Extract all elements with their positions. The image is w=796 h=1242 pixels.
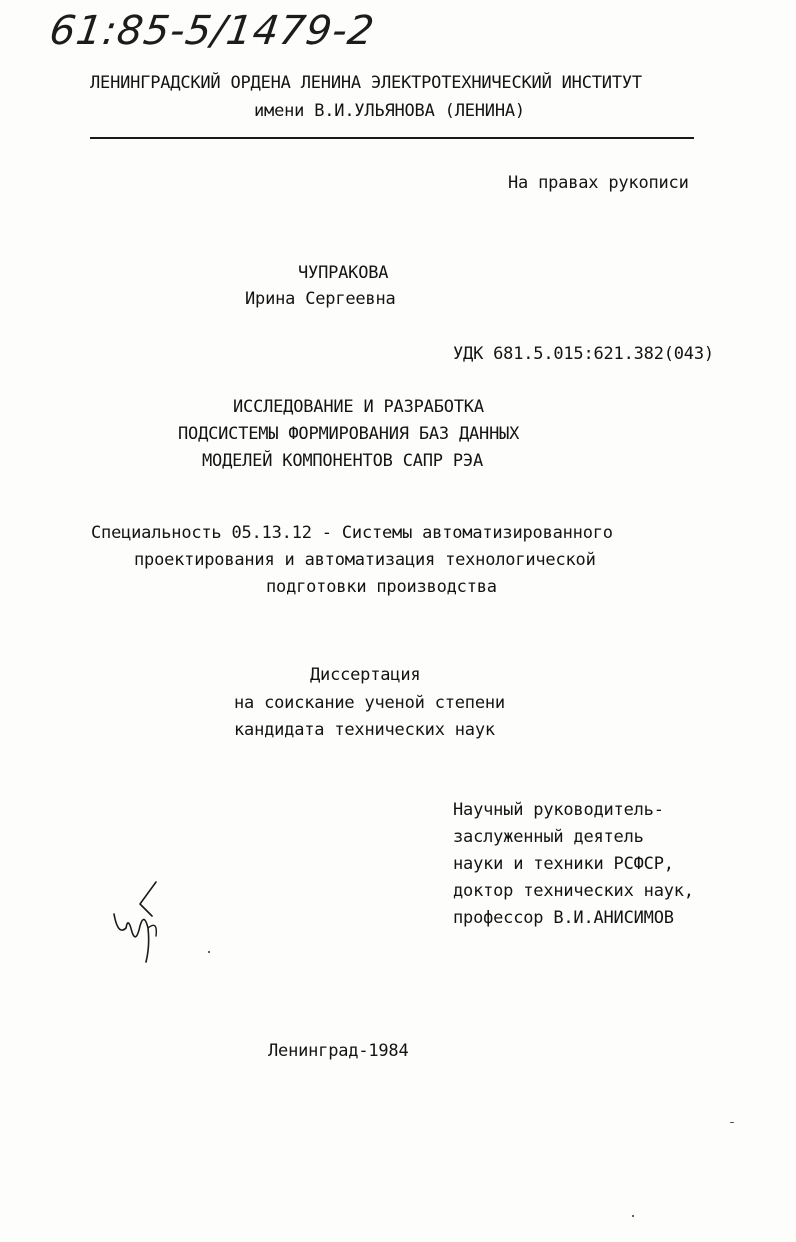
thesis-title-line-3: МОДЕЛЕЙ КОМПОНЕНТОВ САПР РЭА: [202, 451, 483, 471]
scan-speck: [208, 951, 210, 953]
supervisor-line-3: науки и техники РСФСР,: [453, 854, 674, 874]
supervisor-line-5: профессор В.И.АНИСИМОВ: [453, 908, 674, 928]
institute-name-line-2: имени В.И.УЛЬЯНОВА (ЛЕНИНА): [254, 101, 525, 121]
specialty-line-2: проектирования и автоматизация технологической: [134, 550, 596, 570]
author-surname: ЧУПРАКОВА: [298, 263, 389, 283]
author-given-name: Ирина Сергеевна: [245, 289, 396, 309]
handwritten-signature: [108, 876, 178, 966]
degree-line-2: на соискание ученой степени: [234, 693, 505, 713]
udc-code: УДК 681.5.015:621.382(043): [453, 344, 714, 364]
handwritten-archive-number: 61:85-5/1479-2: [46, 8, 378, 54]
degree-line-1: Диссертация: [310, 665, 421, 685]
place-and-year: Ленинград-1984: [268, 1041, 409, 1061]
header-divider: [90, 137, 694, 139]
institute-name-line-1: ЛЕНИНГРАДСКИЙ ОРДЕНА ЛЕНИНА ЭЛЕКТРОТЕХНИЧЕСКИЙ ИНСТИТУТ: [90, 73, 642, 93]
thesis-title-line-2: ПОДСИСТЕМЫ ФОРМИРОВАНИЯ БАЗ ДАННЫХ: [178, 424, 520, 444]
degree-line-3: кандидата технических наук: [234, 720, 495, 740]
specialty-line-1: Специальность 05.13.12 - Системы автоматизированного: [91, 523, 613, 543]
supervisor-line-4: доктор технических наук,: [453, 881, 694, 901]
supervisor-line-1: Научный руководитель-: [453, 800, 664, 820]
supervisor-line-2: заслуженный деятель: [453, 827, 644, 847]
scan-speck: [730, 1122, 734, 1123]
thesis-title-line-1: ИССЛЕДОВАНИЕ И РАЗРАБОТКА: [233, 397, 484, 417]
scan-speck: [632, 1215, 634, 1217]
rights-note: На правах рукописи: [508, 173, 689, 193]
specialty-line-3: подготовки производства: [266, 577, 497, 597]
